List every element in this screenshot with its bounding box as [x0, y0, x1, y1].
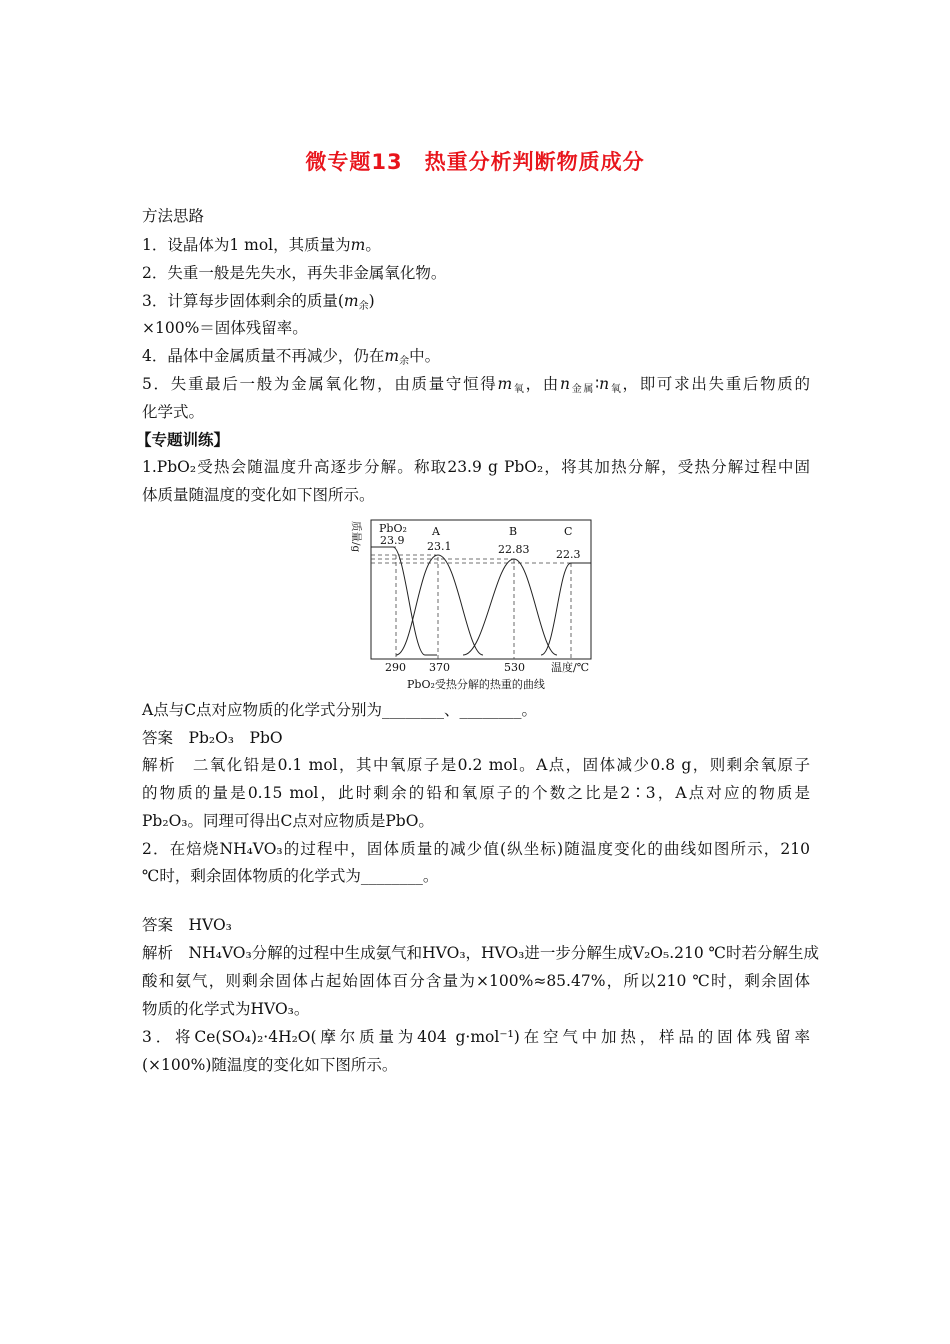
label-a-name: A [432, 525, 440, 538]
method-item-5: 5．失重最后一般为金属氧化物，由质量守恒得$m_氧$，由$n_{金属}∶n_氧$，即可求出失重后物质的 [142, 375, 811, 395]
pbo2-thermogravimetric-chart [345, 515, 605, 697]
curve-c [541, 563, 591, 655]
q2-line-2: ℃时，剩余固体物质的化学式为________。 [142, 867, 439, 885]
method-item-1: 1．设晶体为1 mol，其质量为m。 [142, 236, 381, 254]
curve-b [463, 559, 557, 655]
x-tick-290: 290 [385, 661, 406, 674]
label-b-name: B [509, 525, 518, 538]
label-b-value: 22.83 [498, 543, 530, 556]
q3-line-2: (×100%)随温度的变化如下图所示。 [142, 1056, 398, 1074]
method-item-3: 3．计算每步固体剩余的质量$(m_余)$ [142, 292, 375, 312]
q1-analysis-2: 的物质的量是0.15 mol，此时剩余的铅和氧原子的个数之比是2∶3，A点对应的物质是 [142, 784, 810, 802]
chart-caption: PbO₂受热分解的热重的曲线 [407, 678, 545, 691]
training-heading: 【专题训练】 [136, 430, 230, 449]
method-item-2: 2．失重一般是先失水，再失非金属氧化物。 [142, 264, 447, 282]
label-a-value: 23.1 [427, 540, 452, 553]
label-c-value: 22.3 [556, 548, 581, 561]
q2-line-1: 2．在焙烧NH₄VO₃的过程中，固体质量的减少值(纵坐标)随温度变化的曲线如图所示，210 [142, 840, 810, 858]
method-item-4: 4．晶体中金属质量不再减少，仍在$m_余$中。 [142, 347, 441, 367]
q2-analysis-1: 解析 NH₄VO₃分解的过程中生成氨气和HVO₃，HVO₃进一步分解生成V₂O₅.210 ℃时若分解生成 [142, 944, 819, 962]
q3-line-1: 3．将Ce(SO₄)₂·4H₂O(摩尔质量为404 g·mol⁻¹)在空气中加热，样品的固体残留率 [142, 1028, 810, 1046]
method-item-3-cont: ×100%＝固体残留率。 [142, 319, 308, 337]
x-tick-370: 370 [429, 661, 450, 674]
q1-line-1: 1.PbO₂受热会随温度升高逐步分解。称取23.9 g PbO₂，将其加热分解，受热分解过程中固 [142, 458, 810, 476]
page-title: 微专题13 热重分析判断物质成分 [305, 150, 645, 174]
x-tick-530: 530 [504, 661, 525, 674]
q2-answer: 答案 HVO₃ [142, 916, 232, 934]
method-item-5-cont: 化学式。 [142, 403, 205, 421]
label-pbo2-value: 23.9 [380, 534, 405, 547]
q2-analysis-2: 酸和氨气，则剩余固体占起始固体百分含量为×100%≈85.47%，所以210 ℃时，剩余固体 [142, 972, 810, 990]
label-pbo2-name: PbO₂ [379, 522, 407, 535]
q1-analysis-3: Pb₂O₃。同理可得出C点对应物质是PbO。 [142, 812, 434, 830]
curve-a [396, 555, 483, 655]
label-c-name: C [564, 525, 573, 538]
q2-analysis-3: 物质的化学式为HVO₃。 [142, 1000, 310, 1018]
q1-analysis-1: 解析 二氧化铅是0.1 mol，其中氧原子是0.2 mol。A点，固体减少0.8 g，则剩余氧原子 [142, 756, 810, 774]
method-heading: 方法思路 [142, 207, 205, 225]
q1-line-2: 体质量随温度的变化如下图所示。 [142, 486, 375, 504]
q1-question: A点与C点对应物质的化学式分别为________、________。 [142, 701, 538, 719]
q1-answer: 答案 Pb₂O₃ PbO [142, 729, 283, 747]
chart-ylabel: 质量/g [350, 521, 362, 553]
chart-xlabel: 温度/℃ [551, 661, 590, 674]
